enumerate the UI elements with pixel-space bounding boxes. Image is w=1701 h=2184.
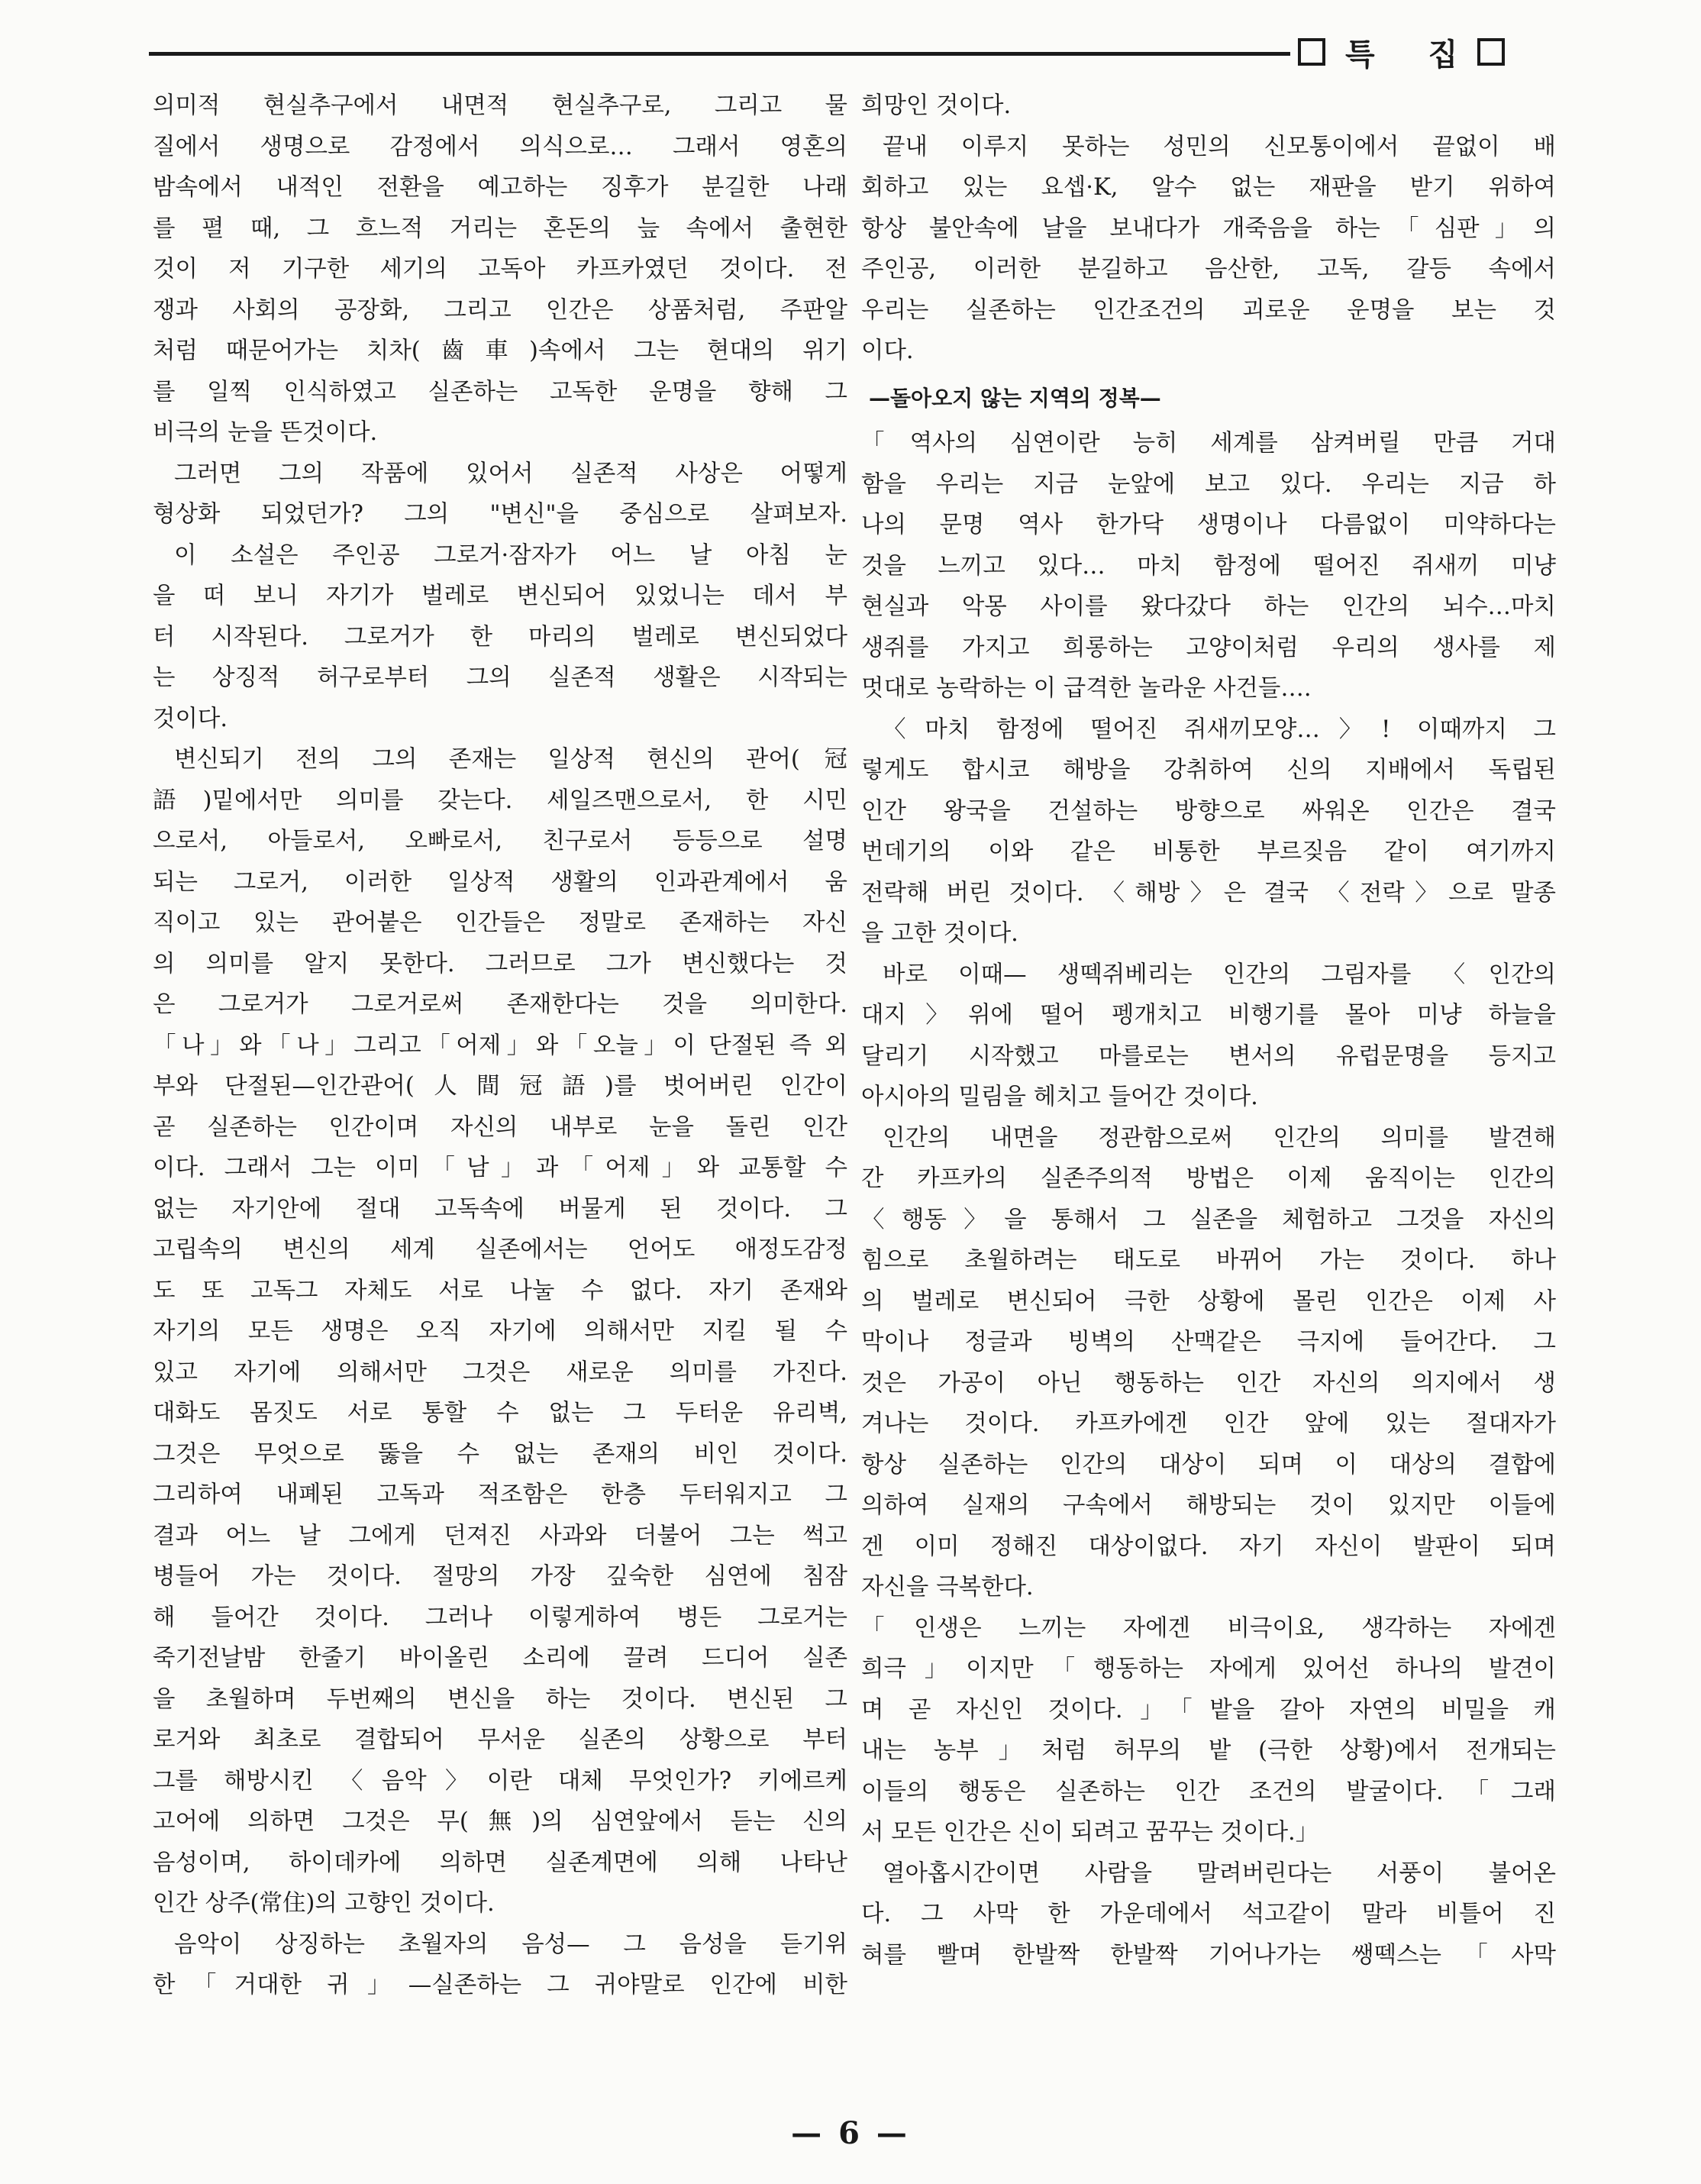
text-line: 없는 자기안에 절대 고독속에 버물게 된 것이다. 그 [153,1195,847,1223]
text-line: 한「거대한 귀」—실존하는 그 귀야말로 인간에 비한 [153,1972,847,1998]
text-line: 〈마치 함정에 떨어진 쥐새끼모양…〉! 이때까지 그 [883,716,1556,743]
right-column [861,86,1556,1976]
text-line: 의 벌레로 변신되어 극한 상황에 몰린 인간은 이제 사 [861,1287,1556,1315]
text-line: 질에서 생명으로 감정에서 의식으로… 그래서 영혼의 [153,133,847,160]
text-line: 변신되기 전의 그의 존재는 일상적 현신의 관어(冠 [174,746,847,773]
text-line: 끝내 이루지 못하는 성민의 신모통이에서 끝없이 배 [883,133,1556,160]
text-line: 「인생은 느끼는 자에겐 비극이요, 생각하는 자에겐 [861,1614,1556,1642]
text-line: 생쥐를 가지고 희롱하는 고양이처럼 우리의 생사를 제 [861,634,1556,661]
text-line: 도 또 고독그 자체도 서로 나눌 수 없다. 자기 존재와 [153,1277,847,1304]
text-line: 달리기 시작했고 마를로는 변서의 유럽문명을 등지고 [861,1042,1556,1070]
text-line: 것이다. [153,705,228,732]
page-number: — 6 — [791,2115,910,2151]
text-line: 항상 불안속에 날을 보내다가 개죽음을 하는「심판」의 [861,215,1556,242]
text-line: 대지〉위에 떨어 펭개치고 비행기를 몰아 미냥 하늘을 [861,1002,1556,1029]
text-line: 혀를 빨며 한발짝 한발짝 기어나가는 쌩떽스는「사막 [861,1941,1556,1969]
text-line: 을 떠 보니 자기가 벌레로 변신되어 있었니는 데서 부 [153,583,847,609]
text-line: 인간 왕국을 건설하는 방향으로 싸워온 인간은 결국 [861,797,1556,825]
text-line: 이 소설은 주인공 그로거·잠자가 어느 날 아침 눈 [174,541,847,569]
text-line: 해 들어간 것이다. 그러나 이렇게하여 병든 그로거는 [153,1604,847,1631]
text-line: 죽기전날밤 한줄기 바이올린 소리에 끌려 드디어 실존 [153,1645,847,1672]
text-line: 병들어 가는 것이다. 절망의 가장 깊숙한 심연에 침잠 [153,1563,847,1590]
text-line: 음성이며, 하이데카에 의하면 실존계면에 의해 나타난 [153,1849,847,1876]
header-rule [149,52,1290,56]
page-header [149,29,1515,75]
text-line: 회하고 있는 요셉·K, 알수 없는 재판을 받기 위하여 [861,174,1556,201]
text-line: 것은 가공이 아닌 행동하는 인간 자신의 의지에서 생 [861,1369,1556,1397]
text-line: 를 펼 때, 그 흐느적 거리는 혼돈의 늪 속에서 출현한 [153,215,847,242]
square-box-icon [1298,38,1325,66]
text-line: 것이 저 기구한 세기의 고독아 카프카였던 것이다. 전 [153,256,847,283]
text-line: 처럼 때문어가는 치차(齒車)속에서 그는 현대의 위기 [153,338,847,364]
text-line: 음악이 상징하는 초월자의 음성— 그 음성을 듣기위 [174,1930,847,1958]
text-line: 을 고한 것이다. [861,920,1018,947]
text-line: 겐 이미 정해진 대상이없다. 자기 자신이 발판이 되며 [861,1533,1556,1560]
text-line: 희망인 것이다. [861,92,1012,119]
text-line: 밤속에서 내적인 전환을 예고하는 징후가 분길한 나래 [153,174,847,201]
text-line: 결과 어느 날 그에게 던져진 사과와 더불어 그는 썩고 [153,1522,847,1549]
text-line: 열아홉시간이면 사람을 말려버린다는 서풍이 불어온 [883,1859,1556,1887]
text-line: 전락해 버린 것이다. 〈해방〉은 결국 〈전락〉으로 말종 [861,879,1556,906]
text-line: 것을 느끼고 있다… 마치 함정에 떨어진 쥐새끼 미냥 [861,552,1556,580]
text-line: 그리하여 내폐된 고독과 적조함은 한층 두터워지고 그 [153,1481,847,1508]
text-line: 아시아의 밀림을 헤치고 들어간 것이다. [861,1084,1258,1110]
text-line: 곧 실존하는 인간이며 자신의 내부로 눈을 돌린 인간 [153,1113,847,1141]
text-line: 이다. 그래서 그는 이미「남」과「어제」와 교통할 수 [153,1155,847,1181]
left-column [153,86,847,2006]
square-box-icon [1477,38,1505,66]
text-line: 의하여 실재의 구속에서 해방되는 것이 있지만 이들에 [861,1492,1556,1519]
text-line: 비극의 눈을 뜬것이다. [153,419,378,446]
text-line: 이다. [861,338,914,364]
text-line: 자신을 극복한다. [861,1574,1034,1601]
text-line: 〈행동〉을 통해서 그 실존을 체험하고 그것을 자신의 [861,1206,1556,1233]
text-line: 간 카프카의 실존주의적 방법은 이제 움직이는 인간의 [861,1165,1556,1192]
text-line: 는 상징적 허구로부터 그의 실존적 생활은 시작되는 [153,664,847,691]
text-line: 부와 단절된—인간관어(人間冠語)를 벗어버린 인간이 [153,1073,847,1100]
text-line: 우리는 실존하는 인간조건의 괴로운 운명을 보는 것 [861,296,1556,324]
text-line: 의미적 현실추구에서 내면적 현실추구로, 그리고 물 [153,92,847,119]
text-line: 쟁과 사회의 공장화, 그리고 인간은 상품처럼, 주판알 [153,296,847,324]
text-line: 직이고 있는 관어붙은 인간들은 정말로 존재하는 자신 [153,909,847,936]
text-line: 자기의 모든 생명은 오직 자기에 의해서만 지킬 될 수 [153,1318,847,1345]
text-line: 의 의미를 알지 못한다. 그러므로 그가 변신했다는 것 [153,950,847,977]
text-line: 되는 그로거, 이러한 일상적 생활의 인과관계에서 움 [153,868,847,896]
text-line: 그것은 무엇으로 뚫을 수 없는 존재의 비인 것이다. [153,1440,847,1468]
text-line: 서 모든 인간은 신이 되려고 꿈꾸는 것이다.」 [861,1819,1319,1846]
text-line: 다. 그 사막 한 가운데에서 석고같이 말라 비틀어 진 [861,1901,1556,1927]
text-line: 대화도 몸짓도 서로 통할 수 없는 그 두터운 유리벽, [153,1400,847,1426]
right-column-part-1 [861,86,1556,372]
text-line: 내는 농부」처럼 허무의 밭 (극한 상황)에서 전개되는 [861,1737,1556,1764]
text-line: 을 초월하며 두번째의 변신을 하는 것이다. 변신된 그 [153,1685,847,1713]
text-line: 고립속의 변신의 세계 실존에서는 언어도 애정도감정 [153,1236,847,1263]
right-column-part-2 [861,423,1556,1976]
text-line: 은 그로거가 그로거로써 존재한다는 것을 의미한다. [153,991,847,1018]
text-line: 나의 문명 역사 한가닥 생명이나 다름없이 미약하다는 [861,512,1556,538]
text-line: 語)밑에서만 의미를 갖는다. 세일즈맨으로서, 한 시민 [153,787,847,814]
section-title-text: 특 집 [1345,37,1480,73]
text-line: 힘으로 초월하려는 태도로 바뀌어 가는 것이다. 하나 [861,1247,1556,1274]
text-line: 며 곧 자신인 것이다.」「밭을 갈아 자연의 비밀을 캐 [861,1696,1556,1724]
text-line: 「나」와「나」그리고「어제」와「오늘」이 단절된 즉 외 [153,1032,847,1059]
text-line: 「역사의 심연이란 능히 세계를 삼켜버릴 만큼 거대 [861,430,1556,457]
text-line: 주인공, 이러한 분길하고 음산한, 고독, 갈등 속에서 [861,256,1556,283]
text-line: 인간의 내면을 정관함으로써 인간의 의미를 발견해 [883,1124,1556,1152]
text-line: 그를 해방시킨 〈음악〉이란 대체 무엇인가? 키에르케 [153,1767,847,1795]
text-line: 를 일찍 인식하였고 실존하는 고독한 운명을 향해 그 [153,378,847,405]
text-line: 막이나 정글과 빙벽의 산맥같은 극지에 들어간다. 그 [861,1329,1556,1355]
text-line: 이들의 행동은 실존하는 인간 조건의 발굴이다.「그래 [861,1778,1556,1805]
text-line: 고어에 의하면 그것은 무(無)의 심연앞에서 듣는 신의 [153,1808,847,1835]
text-line: 으로서, 아들로서, 오빠로서, 친구로서 등등으로 설명 [153,828,847,855]
text-line: 겨나는 것이다. 카프카에겐 인간 앞에 있는 절대자가 [861,1410,1556,1437]
section-heading: —돌아오지 않는 지역의 정복— [869,385,1161,411]
section-title [1298,29,1505,75]
text-line: 그러면 그의 작품에 있어서 실존적 사상은 어떻게 [174,460,847,487]
text-line: 희극」이지만「행동하는 자에게 있어선 하나의 발견이 [861,1656,1556,1682]
text-line: 멋대로 농락하는 이 급격한 놀라운 사건들…. [861,675,1312,702]
text-line: 있고 자기에 의해서만 그것은 새로운 의미를 가진다. [153,1359,847,1386]
text-line: 터 시작된다. 그로거가 한 마리의 벌레로 변신되었다 [153,623,847,651]
text-line: 항상 실존하는 인간의 대상이 되며 이 대상의 결합에 [861,1451,1556,1478]
text-line: 로거와 최초로 결합되어 무서운 실존의 상황으로 부터 [153,1727,847,1753]
text-line: 바로 이때— 생떽쥐베리는 인간의 그림자를 〈인간의 [883,961,1556,988]
text-line: 형상화 되었던가? 그의 "변신"을 중심으로 살펴보자. [153,501,847,528]
text-line: 번데기의 이와 같은 비통한 부르짖음 같이 여기까지 [861,838,1556,865]
text-line: 함을 우리는 지금 눈앞에 보고 있다. 우리는 지금 하 [861,470,1556,498]
text-line: 인간 상주(常住)의 고향인 것이다. [153,1890,495,1917]
text-line: 현실과 악몽 사이를 왔다갔다 하는 인간의 뇌수…마치 [861,593,1556,620]
text-line: 렇게도 합시코 해방을 강취하여 신의 지배에서 독립된 [861,757,1556,783]
